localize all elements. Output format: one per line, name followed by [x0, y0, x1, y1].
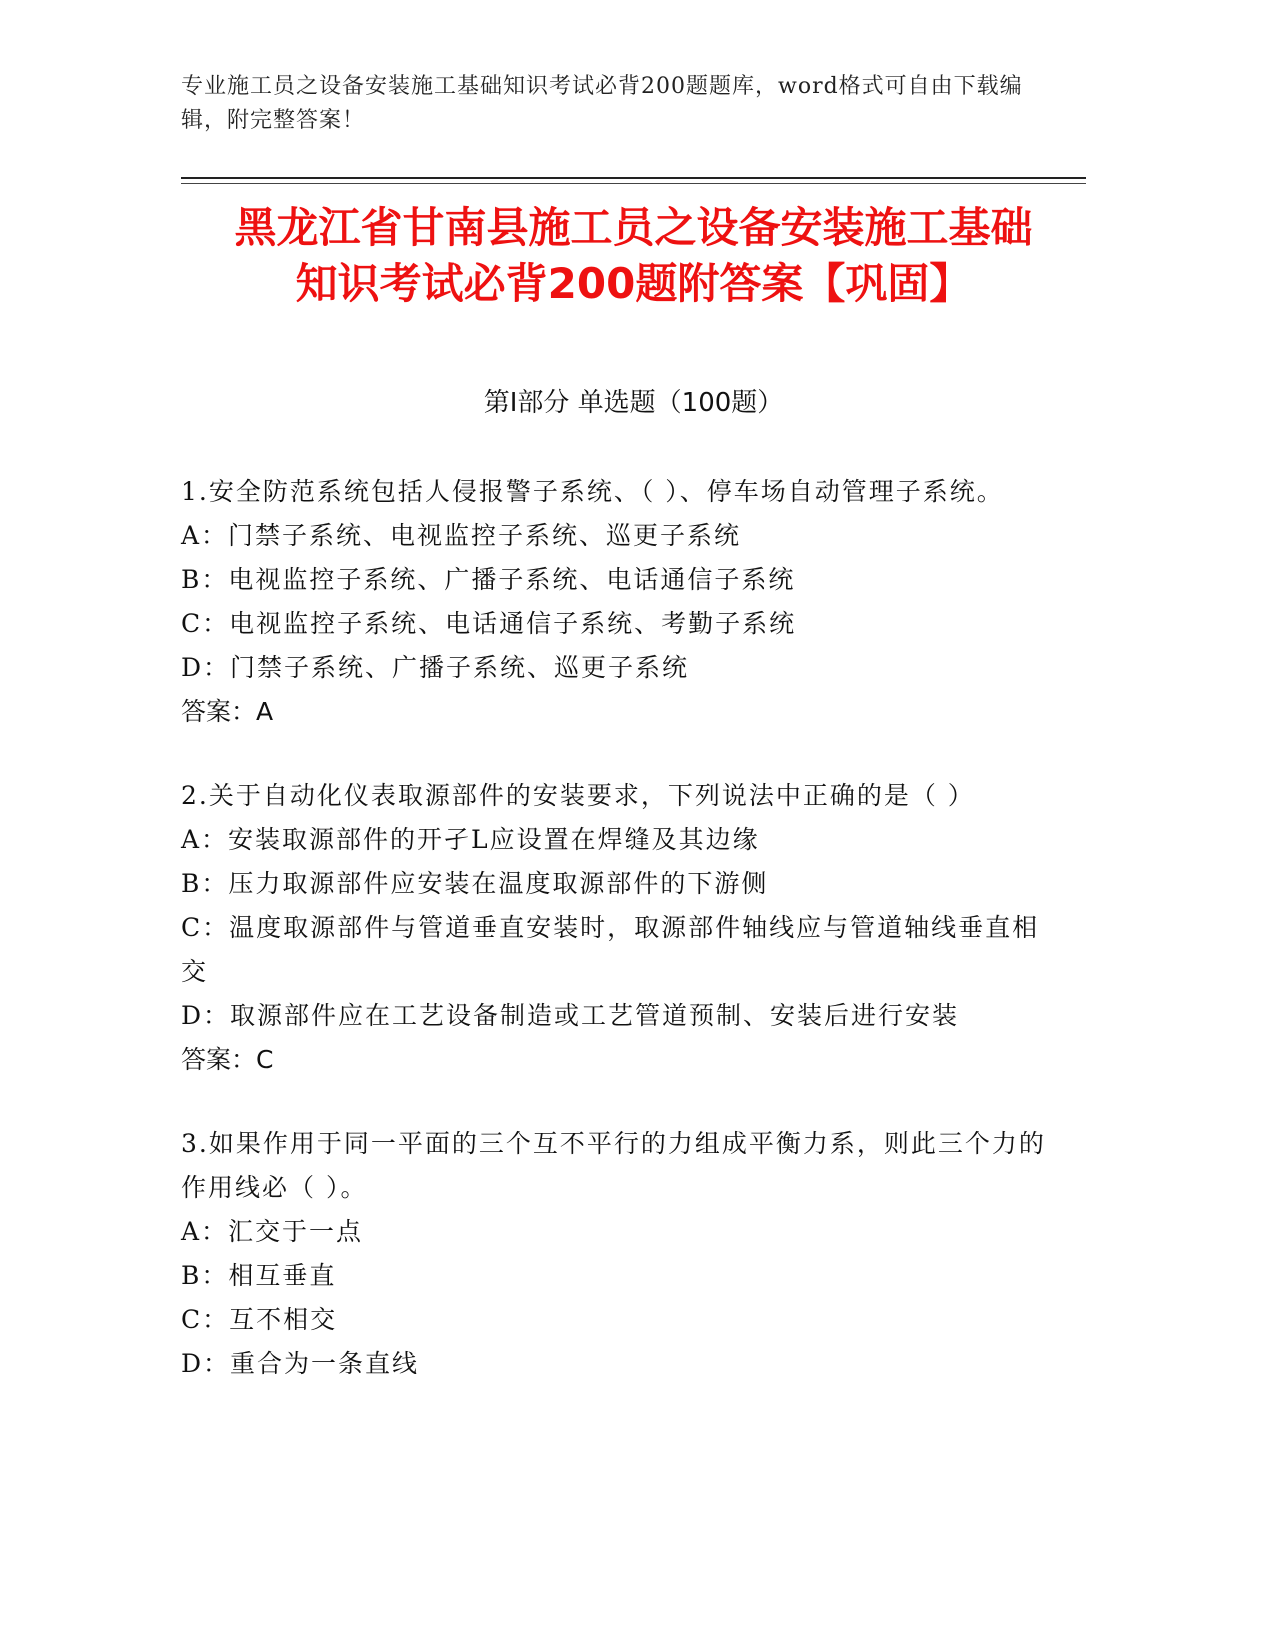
document-title-line-2: 知识考试必背200题附答案【巩固】	[295, 259, 972, 308]
question-stem: 2.关于自动化仪表取源部件的安装要求，下列说法中正确的是（ ）	[181, 781, 975, 810]
header-divider-thick	[181, 177, 1086, 179]
option-d: D：门禁子系统、广播子系统、巡更子系统	[181, 653, 690, 682]
section-heading: 第Ⅰ部分 单选题（100题）	[483, 388, 784, 418]
document-title	[181, 200, 1086, 312]
option-a: A：门禁子系统、电视监控子系统、巡更子系统	[181, 521, 742, 550]
question-stem: 1.安全防范系统包括人侵报警子系统、（ ）、停车场自动管理子系统。	[181, 477, 1004, 506]
option-c: C：互不相交	[181, 1305, 338, 1334]
question-list	[181, 470, 1061, 1426]
option-a: A：汇交于一点	[181, 1217, 364, 1246]
question-2	[181, 774, 1061, 1082]
question-1	[181, 470, 1061, 734]
answer: 答案：C	[181, 1045, 274, 1074]
option-d: D：重合为一条直线	[181, 1349, 420, 1378]
document-title-line-1: 黑龙江省甘南县施工员之设备安装施工基础	[234, 203, 1033, 252]
answer: 答案：A	[181, 697, 274, 726]
option-a: A：安装取源部件的开孑L应设置在焊缝及其边缘	[181, 825, 760, 854]
option-b: B：相互垂直	[181, 1261, 337, 1290]
header-divider-thin	[181, 183, 1086, 184]
option-b: B：电视监控子系统、广播子系统、电话通信子系统	[181, 565, 796, 594]
option-c: C：温度取源部件与管道垂直安装时，取源部件轴线应与管道轴线垂直相交	[181, 913, 1040, 986]
option-b: B：压力取源部件应安装在温度取源部件的下游侧	[181, 869, 769, 898]
question-stem: 3.如果作用于同一平面的三个互不平行的力组成平衡力系，则此三个力的作用线必（ ）。	[181, 1129, 1046, 1202]
header-note: 专业施工员之设备安装施工基础知识考试必背200题题库，word格式可自由下载编辑，附完整答案！	[181, 74, 1023, 133]
option-c: C：电视监控子系统、电话通信子系统、考勤子系统	[181, 609, 797, 638]
option-d: D：取源部件应在工艺设备制造或工艺管道预制、安装后进行安装	[181, 1001, 960, 1030]
question-3	[181, 1122, 1061, 1386]
